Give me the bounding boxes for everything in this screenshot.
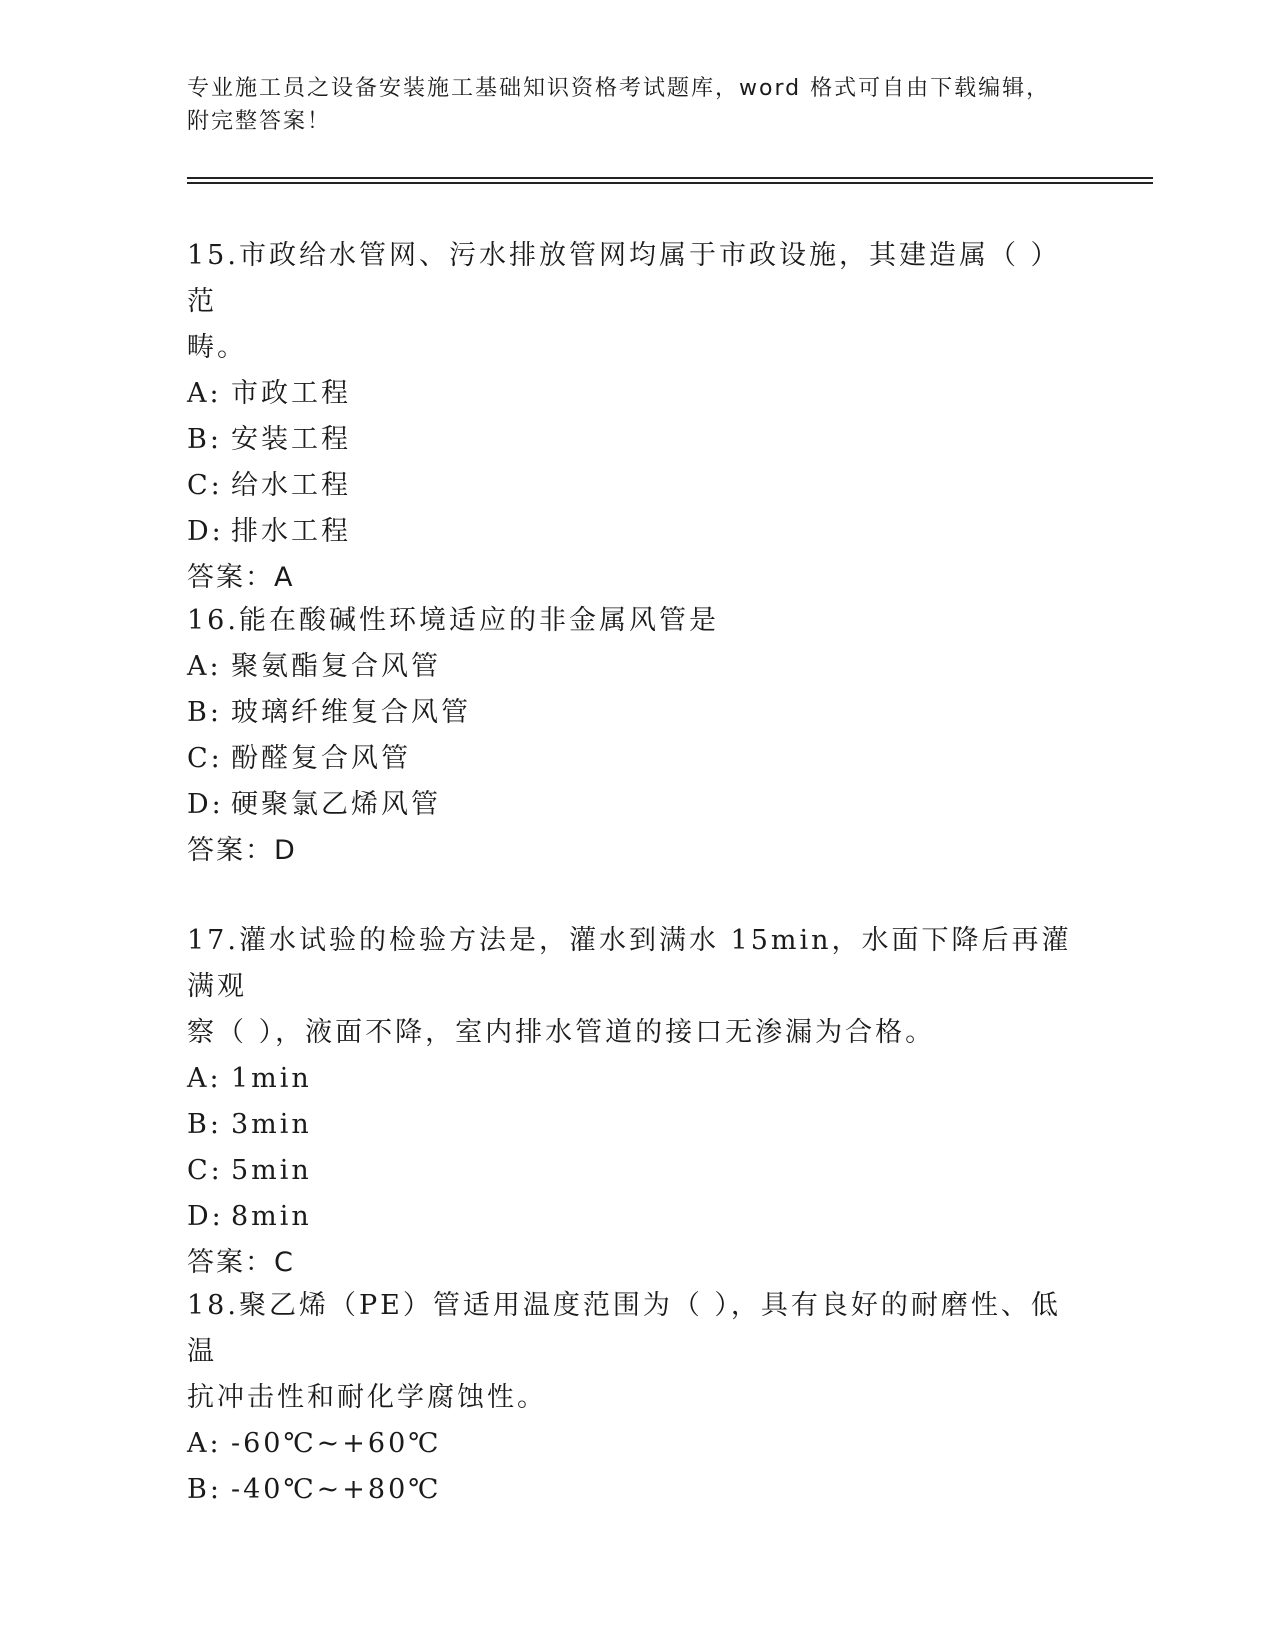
option-b: B: 玻璃纤维复合风管 xyxy=(187,697,471,728)
option-c: C: 酚醛复合风管 xyxy=(187,743,411,774)
question-15 xyxy=(187,233,1087,601)
question-17 xyxy=(187,918,1087,1286)
option-b: B: 3min xyxy=(187,1109,312,1140)
question-number: 16. xyxy=(187,605,239,636)
question-text-continued: 畴。 xyxy=(187,332,247,363)
option-a: A: 市政工程 xyxy=(187,378,351,409)
question-text: 18.聚乙烯（PE）管适用温度范围为（ ），具有良好的耐磨性、低温 xyxy=(187,1290,1061,1367)
option-a: A: 聚氨酯复合风管 xyxy=(187,651,441,682)
option-a: A: 1min xyxy=(187,1063,312,1094)
answer-line: 答案：A xyxy=(187,562,295,593)
question-text: 16.能在酸碱性环境适应的非金属风管是 xyxy=(187,605,719,636)
answer-value: D xyxy=(274,835,297,866)
option-a: A: -60℃~+60℃ xyxy=(187,1428,442,1459)
header-divider-top xyxy=(187,177,1153,179)
question-number: 18. xyxy=(187,1290,239,1321)
option-b: B: 安装工程 xyxy=(187,424,351,455)
header-line-1: 专业施工员之设备安装施工基础知识资格考试题库，word 格式可自由下载编辑， xyxy=(187,76,1051,101)
question-number: 15. xyxy=(187,240,239,271)
option-c: C: 给水工程 xyxy=(187,470,351,501)
option-b: B: -40℃~+80℃ xyxy=(187,1474,442,1505)
answer-value: C xyxy=(274,1247,295,1278)
option-c: C: 5min xyxy=(187,1155,312,1186)
option-d: D: 排水工程 xyxy=(187,516,351,547)
answer-line: 答案：C xyxy=(187,1247,295,1278)
option-d: D: 8min xyxy=(187,1201,312,1232)
question-text: 17.灌水试验的检验方法是，灌水到满水 15min，水面下降后再灌满观 xyxy=(187,925,1072,1002)
question-number: 17. xyxy=(187,925,239,956)
question-text: 15.市政给水管网、污水排放管网均属于市政设施，其建造属（ ）范 xyxy=(187,240,1061,317)
header-divider-bottom xyxy=(187,182,1153,184)
question-18 xyxy=(187,1283,1087,1513)
document-header xyxy=(187,72,1087,138)
answer-line: 答案：D xyxy=(187,835,297,866)
answer-value: A xyxy=(274,562,295,593)
question-text-continued: 察（ ），液面不降，室内排水管道的接口无渗漏为合格。 xyxy=(187,1017,936,1048)
question-16 xyxy=(187,598,1087,874)
option-d: D: 硬聚氯乙烯风管 xyxy=(187,789,441,820)
question-text-continued: 抗冲击性和耐化学腐蚀性。 xyxy=(187,1382,547,1413)
header-line-2: 附完整答案！ xyxy=(187,109,332,134)
